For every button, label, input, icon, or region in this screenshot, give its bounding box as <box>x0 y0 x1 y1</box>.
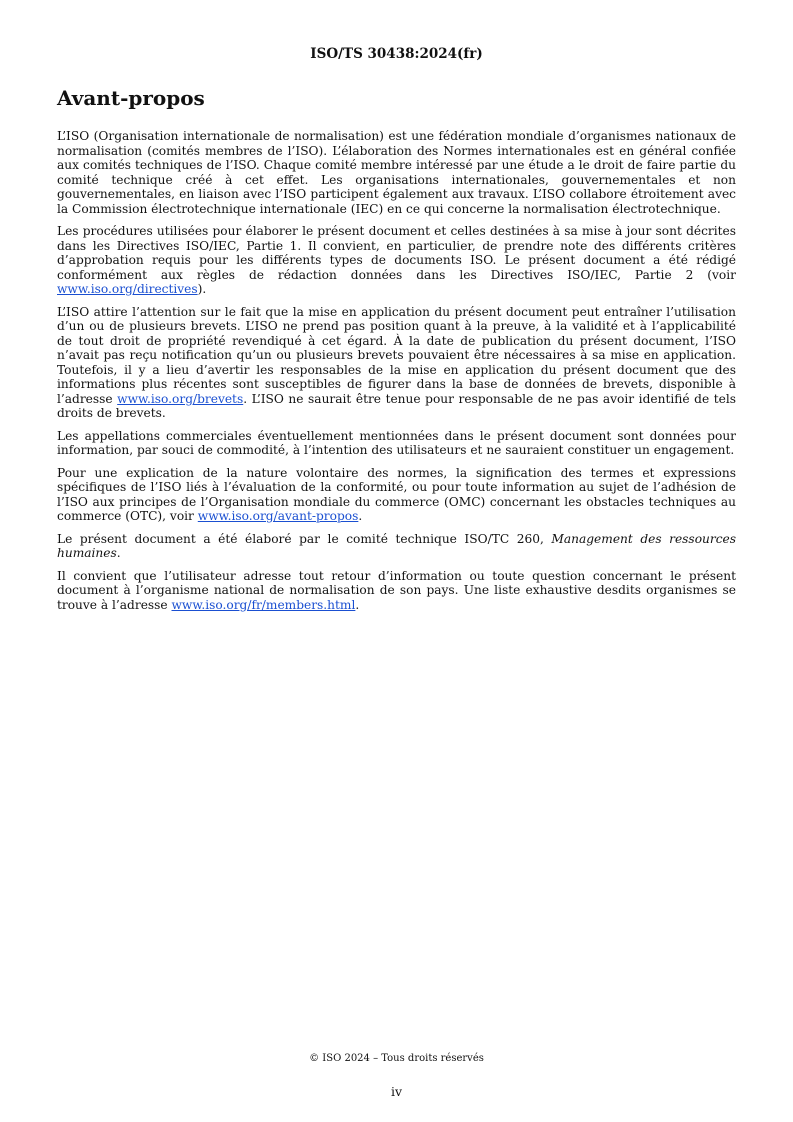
paragraph-iso-intro: L’ISO (Organisation internationale de normalisation) est une fédération mondiale d’organismes nationaux de normalisation (comités membres de l’ISO). L’élaboration des Normes internationales est en général confiée aux comités techniques de l’ISO. Chaque comité membre intéressé par une étude a le droit de faire partie du comité technique créé à cet effet. Les organisations internationales, gouvernementales et non gouvernementales, en liaison avec l’ISO participent également aux travaux. L’ISO collabore étroitement avec la Commission électrotechnique internationale (IEC) en ce qui concerne la normalisation électrotechnique. <box>57 129 736 216</box>
paragraph-text: Le présent document a été élaboré par le comité technique ISO/TC 260, <box>57 531 552 546</box>
copyright-footer: © ISO 2024 – Tous droits réservés <box>309 1053 484 1064</box>
page-title: Avant-propos <box>57 86 205 110</box>
paragraph-text: Il convient que l’utilisateur adresse tout retour d’information ou toute question concernant le présent document à l’organisme national de normalisation de son pays. Une liste exhaustive desdits organismes se trouve à l’adresse <box>57 568 736 612</box>
foreword-link[interactable]: www.iso.org/avant-propos <box>197 509 359 523</box>
document-body <box>57 129 736 620</box>
paragraph-patents <box>57 305 736 421</box>
paragraph-voluntary-nature <box>57 466 736 524</box>
patents-link[interactable]: www.iso.org/brevets <box>117 391 244 406</box>
paragraph-text: Pour une explication de la nature volontaire des normes, la signification des termes et expressions spécifiques de l’ISO liés à l’évaluation de la conformité, ou pour toute information au sujet de l’adhésion de l’ISO aux principes de l’Organisation mondiale du commerce (OMC) concernant les obstacles techniques au commerce (OTC), voir <box>57 465 736 523</box>
paragraph-trade-names: Les appellations commerciales éventuellement mentionnées dans le présent document sont données pour information, par souci de commodité, à l’intention des utilisateurs et ne sauraient constituer un engagement. <box>57 428 736 457</box>
members-link[interactable]: www.iso.org/fr/members.html <box>171 597 356 612</box>
directives-link[interactable]: www.iso.org/directives <box>57 282 198 296</box>
paragraph-text: . L’ISO ne saurait être tenue pour responsable de ne pas avoir identifié de tels droits de brevets. <box>57 391 736 420</box>
paragraph-text: L’ISO attire l’attention sur le fait que la mise en application du présent document peut entraîner l’utilisation d’un ou de plusieurs brevets. L’ISO ne prend pas position quant à la preuve, à la validité et à l’applicabilité de tout droit de propriété revendiqué à cet égard. À la date de publication du présent document, l’ISO n’avait pas reçu notification qu’un ou plusieurs brevets pouvaient être nécessaires à sa mise en application. Toutefois, il y a lieu d’avertir les responsables de la mise en application du présent document que des informations plus récentes sont susceptibles de figurer dans la base de données de brevets, disponible à l’adresse <box>57 304 736 406</box>
paragraph-procedures <box>57 224 736 297</box>
paragraph-committee <box>57 532 736 561</box>
paragraph-text: . <box>116 546 121 560</box>
paragraph-text: Les procédures utilisées pour élaborer le présent document et celles destinées à sa mise à jour sont décrites dans les Directives ISO/IEC, Partie 1. Il convient, en particulier, de prendre note des différents critères d’approbation requis pour les différents types de documents ISO. Le présent document a été rédigé conformément aux règles de rédaction données dans les Directives ISO/IEC, Partie 2 (voir <box>57 224 736 282</box>
paragraph-text: . <box>355 597 360 612</box>
paragraph-text: . <box>358 509 363 523</box>
page-number: iv <box>390 1084 403 1099</box>
document-id-header: ISO/TS 30438:2024(fr) <box>310 46 483 62</box>
paragraph-text: ). <box>197 282 207 296</box>
paragraph-feedback <box>57 569 736 613</box>
committee-title: Management des ressources humaines <box>57 531 736 560</box>
